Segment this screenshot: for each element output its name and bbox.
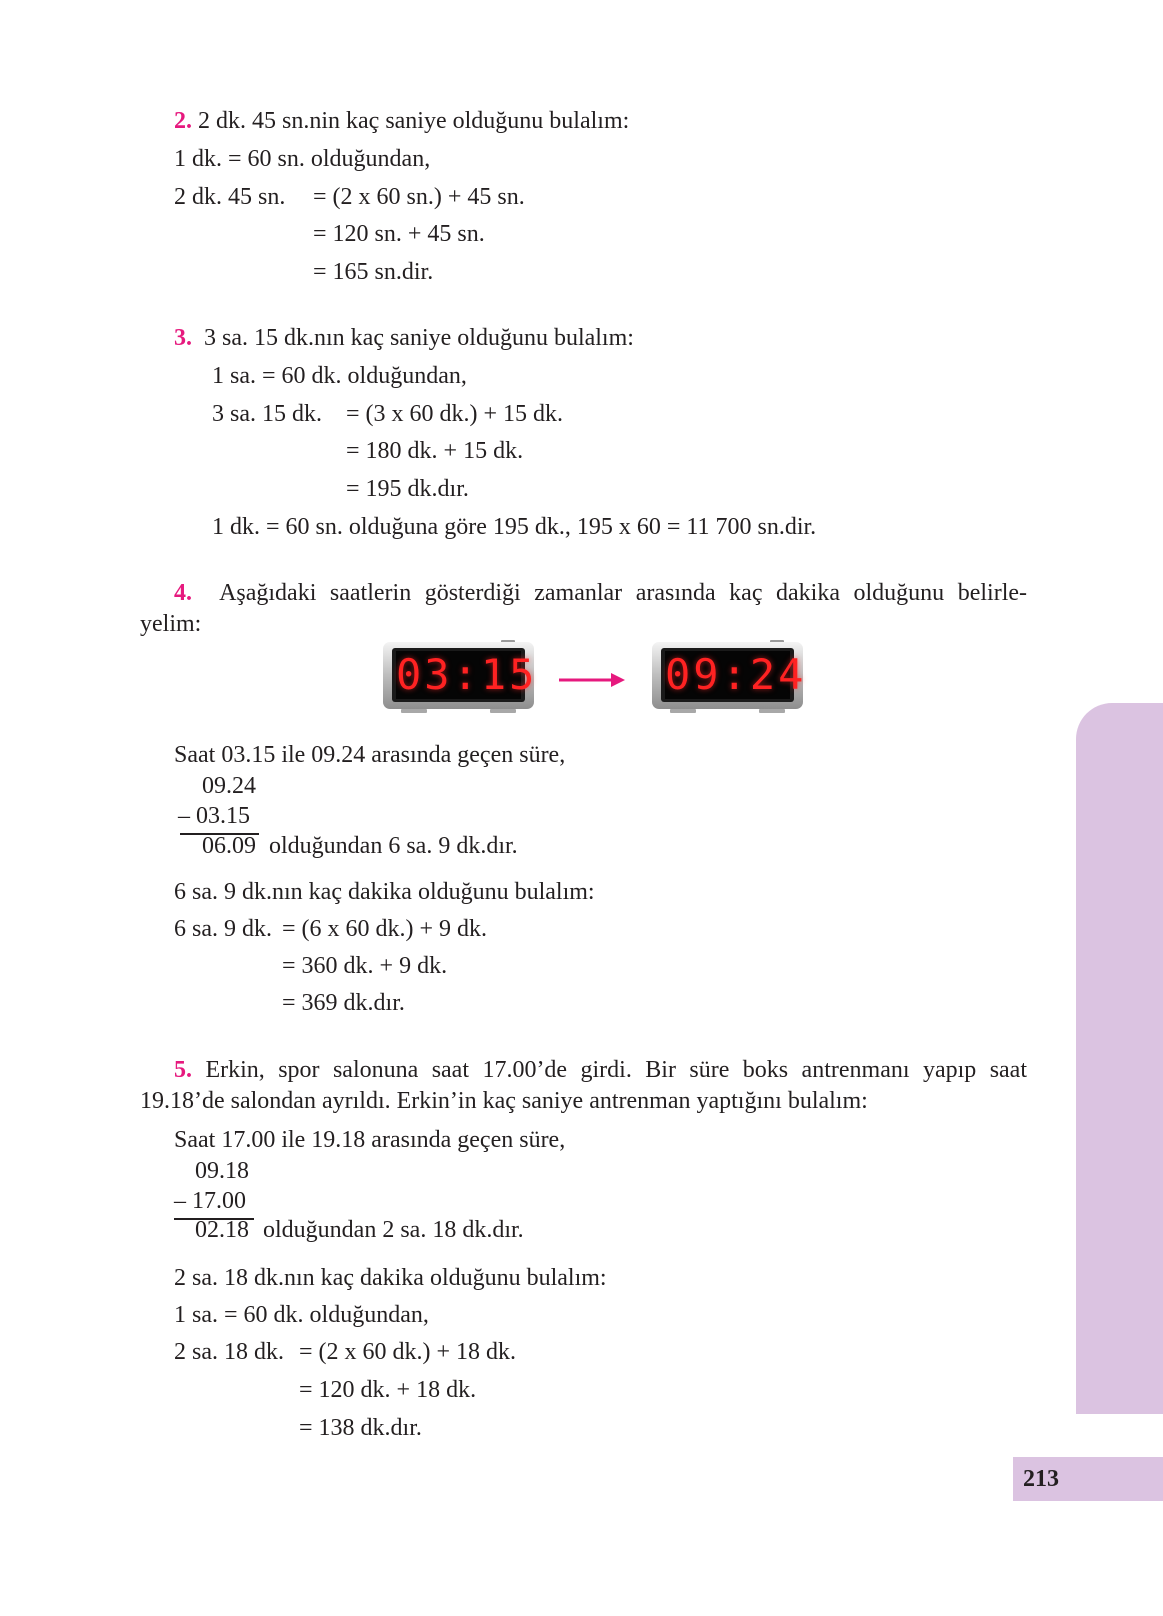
- example-3-title: [174, 323, 634, 353]
- example-4-subtraction-minus: – 03.15: [178, 803, 250, 829]
- example-2-line-4: = 165 sn.dir.: [313, 259, 434, 285]
- clock-2-time: 09:24: [665, 650, 807, 699]
- example-2-line-1: 1 dk. = 60 sn. olduğundan,: [174, 146, 431, 172]
- example-4-result-text: olduğundan 6 sa. 9 dk.dır.: [269, 833, 518, 859]
- clock-1-time: 03:15: [396, 650, 538, 699]
- example-3-line-4: = 195 dk.dır.: [346, 476, 469, 502]
- example-4-intro: Saat 03.15 ile 09.24 arasında geçen süre,: [174, 742, 566, 768]
- example-4-question: 6 sa. 9 dk.nın kaç dakika olduğunu bulalım:: [174, 879, 595, 905]
- example-2-title: [174, 106, 629, 136]
- example-5-line-2-left: 2 sa. 18 dk.: [174, 1339, 284, 1365]
- example-4-subtraction-top: 09.24: [202, 773, 256, 799]
- example-4-number: 4.: [174, 580, 192, 606]
- example-4-title-text: Aşağıdaki saatlerin gösterdiği zamanlar arasında kaç dakika olduğunu belirle-: [219, 580, 1028, 606]
- example-4-line-1-right: = (6 x 60 dk.) + 9 dk.: [282, 916, 488, 942]
- example-2-title-text: 2 dk. 45 sn.nin kaç saniye olduğunu bulalım:: [198, 108, 630, 134]
- example-3-number: 3.: [174, 325, 192, 351]
- example-4-subtraction-result: 06.09: [202, 833, 256, 859]
- example-5-title-continued: 19.18’de salondan ayrıldı. Erkin’in kaç saniye antrenman yaptığını bulalım:: [140, 1088, 868, 1114]
- example-5-number: 5.: [174, 1057, 192, 1083]
- example-5-title: [174, 1055, 1027, 1085]
- example-3-line-5: 1 dk. = 60 sn. olduğuna göre 195 dk., 195 x 60 = 11 700 sn.dir.: [212, 514, 817, 540]
- example-5-line-4: = 138 dk.dır.: [299, 1415, 422, 1441]
- example-2-number: 2.: [174, 108, 192, 134]
- example-5-result-text: olduğundan 2 sa. 18 dk.dır.: [263, 1217, 524, 1243]
- example-4-title: [174, 578, 1027, 608]
- digital-clock-2: [652, 640, 807, 715]
- example-3-line-3: = 180 dk. + 15 dk.: [346, 438, 524, 464]
- example-5-title-text: Erkin, spor salonuna saat 17.00’de girdi. Bir süre boks antrenmanı yapıp saat: [205, 1057, 1028, 1083]
- example-5-subtraction-result: 02.18: [195, 1217, 249, 1243]
- digital-clock-1: [383, 640, 538, 715]
- example-5-intro: Saat 17.00 ile 19.18 arasında geçen süre,: [174, 1127, 566, 1153]
- example-5-question: 2 sa. 18 dk.nın kaç dakika olduğunu bulalım:: [174, 1265, 607, 1291]
- example-3-line-2-right: = (3 x 60 dk.) + 15 dk.: [346, 401, 564, 427]
- example-4-line-1-left: 6 sa. 9 dk.: [174, 916, 272, 942]
- example-2-line-2-right: = (2 x 60 sn.) + 45 sn.: [313, 184, 525, 210]
- example-3-line-1: 1 sa. = 60 dk. olduğundan,: [212, 363, 467, 389]
- example-2-line-2-left: 2 dk. 45 sn.: [174, 184, 286, 210]
- example-5-subtraction-top: 09.18: [195, 1158, 249, 1184]
- page-number: 213: [1023, 1466, 1059, 1492]
- example-4-line-2: = 360 dk. + 9 dk.: [282, 953, 448, 979]
- example-5-line-3: = 120 dk. + 18 dk.: [299, 1377, 477, 1403]
- example-3-title-text: 3 sa. 15 dk.nın kaç saniye olduğunu bulalım:: [204, 325, 634, 351]
- example-3-line-2-left: 3 sa. 15 dk.: [212, 401, 322, 427]
- example-2-line-3: = 120 sn. + 45 sn.: [313, 221, 485, 247]
- example-5-line-1: 1 sa. = 60 dk. olduğundan,: [174, 1302, 429, 1328]
- arrow-right-icon: [559, 672, 625, 688]
- example-5-line-2-right: = (2 x 60 dk.) + 18 dk.: [299, 1339, 517, 1365]
- example-5-subtraction-minus: – 17.00: [174, 1188, 246, 1214]
- side-tab-decoration: [1076, 703, 1163, 1414]
- example-4-title-continued: yelim:: [140, 611, 202, 637]
- example-4-line-3: = 369 dk.dır.: [282, 990, 405, 1016]
